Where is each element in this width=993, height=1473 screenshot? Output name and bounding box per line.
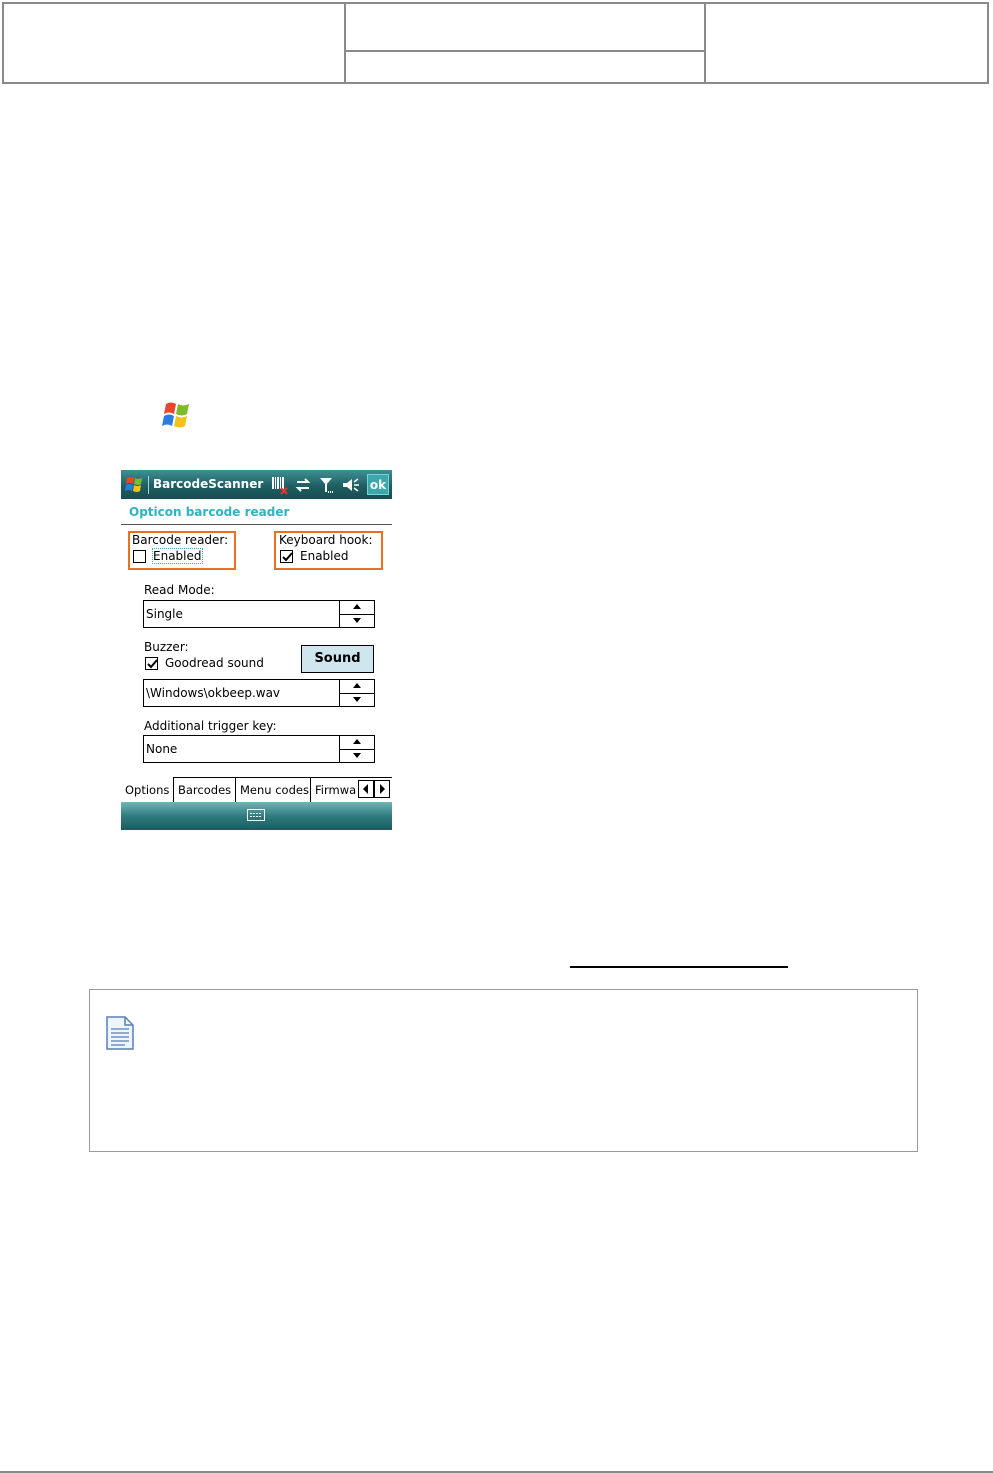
barcode-reader-enabled-label[interactable]: Enabled xyxy=(153,549,202,563)
hyperlink-underline[interactable] xyxy=(570,966,788,968)
tab-scroll-left-button[interactable] xyxy=(358,780,374,798)
arrow-down-icon[interactable] xyxy=(353,618,361,623)
page-subtitle: Opticon barcode reader xyxy=(129,505,290,519)
divider xyxy=(121,524,392,525)
signal-icon xyxy=(318,475,334,495)
title-bar xyxy=(121,470,392,499)
note-document-icon xyxy=(105,1015,135,1051)
sync-icon xyxy=(294,475,312,495)
barcode-reader-label: Barcode reader: xyxy=(132,533,229,547)
keyboard-keys xyxy=(248,811,264,821)
checkmark-icon xyxy=(147,659,158,670)
header-divider xyxy=(344,4,346,82)
goodread-sound-label[interactable]: Goodread sound xyxy=(165,656,264,670)
keyboard-hook-enabled-label[interactable]: Enabled xyxy=(300,549,349,563)
app-title: BarcodeScanner xyxy=(153,477,264,491)
keyboard-hook-checkbox[interactable] xyxy=(280,550,293,563)
sound-file-value: \Windows\okbeep.wav xyxy=(146,686,281,700)
trigger-key-value: None xyxy=(146,742,178,756)
sound-file-select[interactable] xyxy=(143,679,375,707)
speaker-muted-icon xyxy=(341,475,361,495)
arrow-down-icon[interactable] xyxy=(353,697,361,702)
keyboard-hook-label: Keyboard hook: xyxy=(279,533,373,547)
barcode-icon xyxy=(271,475,289,495)
checkmark-icon xyxy=(282,552,293,563)
barcode-reader-checkbox[interactable] xyxy=(133,550,146,563)
title-separator xyxy=(148,476,149,494)
header-divider xyxy=(346,50,704,52)
ok-button[interactable]: ok xyxy=(367,474,389,495)
trigger-key-spinner[interactable] xyxy=(339,736,374,762)
arrow-down-icon[interactable] xyxy=(353,753,361,758)
tab-strip xyxy=(121,777,392,802)
tab-scroll-right-button[interactable] xyxy=(374,780,390,798)
note-box xyxy=(89,989,918,1152)
start-menu-icon[interactable] xyxy=(124,474,146,496)
arrow-up-icon[interactable] xyxy=(353,683,361,688)
arrow-up-icon[interactable] xyxy=(353,739,361,744)
tab-options[interactable]: Options xyxy=(121,777,173,802)
read-mode-label: Read Mode: xyxy=(144,583,215,597)
sound-button[interactable]: Sound xyxy=(301,645,374,673)
read-mode-value: Single xyxy=(146,607,183,621)
device-screenshot xyxy=(121,470,392,830)
sound-file-spinner[interactable] xyxy=(339,680,374,706)
tab-firmware[interactable]: Firmwa xyxy=(310,778,358,802)
triangle-left-icon xyxy=(359,781,373,797)
tab-barcodes[interactable]: Barcodes xyxy=(173,778,235,802)
header-divider xyxy=(704,4,706,82)
read-mode-spinner[interactable] xyxy=(339,601,374,627)
arrow-up-icon[interactable] xyxy=(353,604,361,609)
windows-start-icon xyxy=(160,398,196,432)
trigger-key-label: Additional trigger key: xyxy=(144,719,277,733)
buzzer-label: Buzzer: xyxy=(144,640,189,654)
read-mode-select[interactable] xyxy=(143,600,375,628)
goodread-sound-checkbox[interactable] xyxy=(145,657,158,670)
trigger-key-select[interactable] xyxy=(143,735,375,763)
document-header-table xyxy=(2,2,989,84)
tab-menu-codes[interactable]: Menu codes xyxy=(235,778,310,802)
triangle-right-icon xyxy=(375,781,389,797)
soft-key-bar xyxy=(121,802,392,830)
keyboard-icon[interactable] xyxy=(247,809,265,821)
